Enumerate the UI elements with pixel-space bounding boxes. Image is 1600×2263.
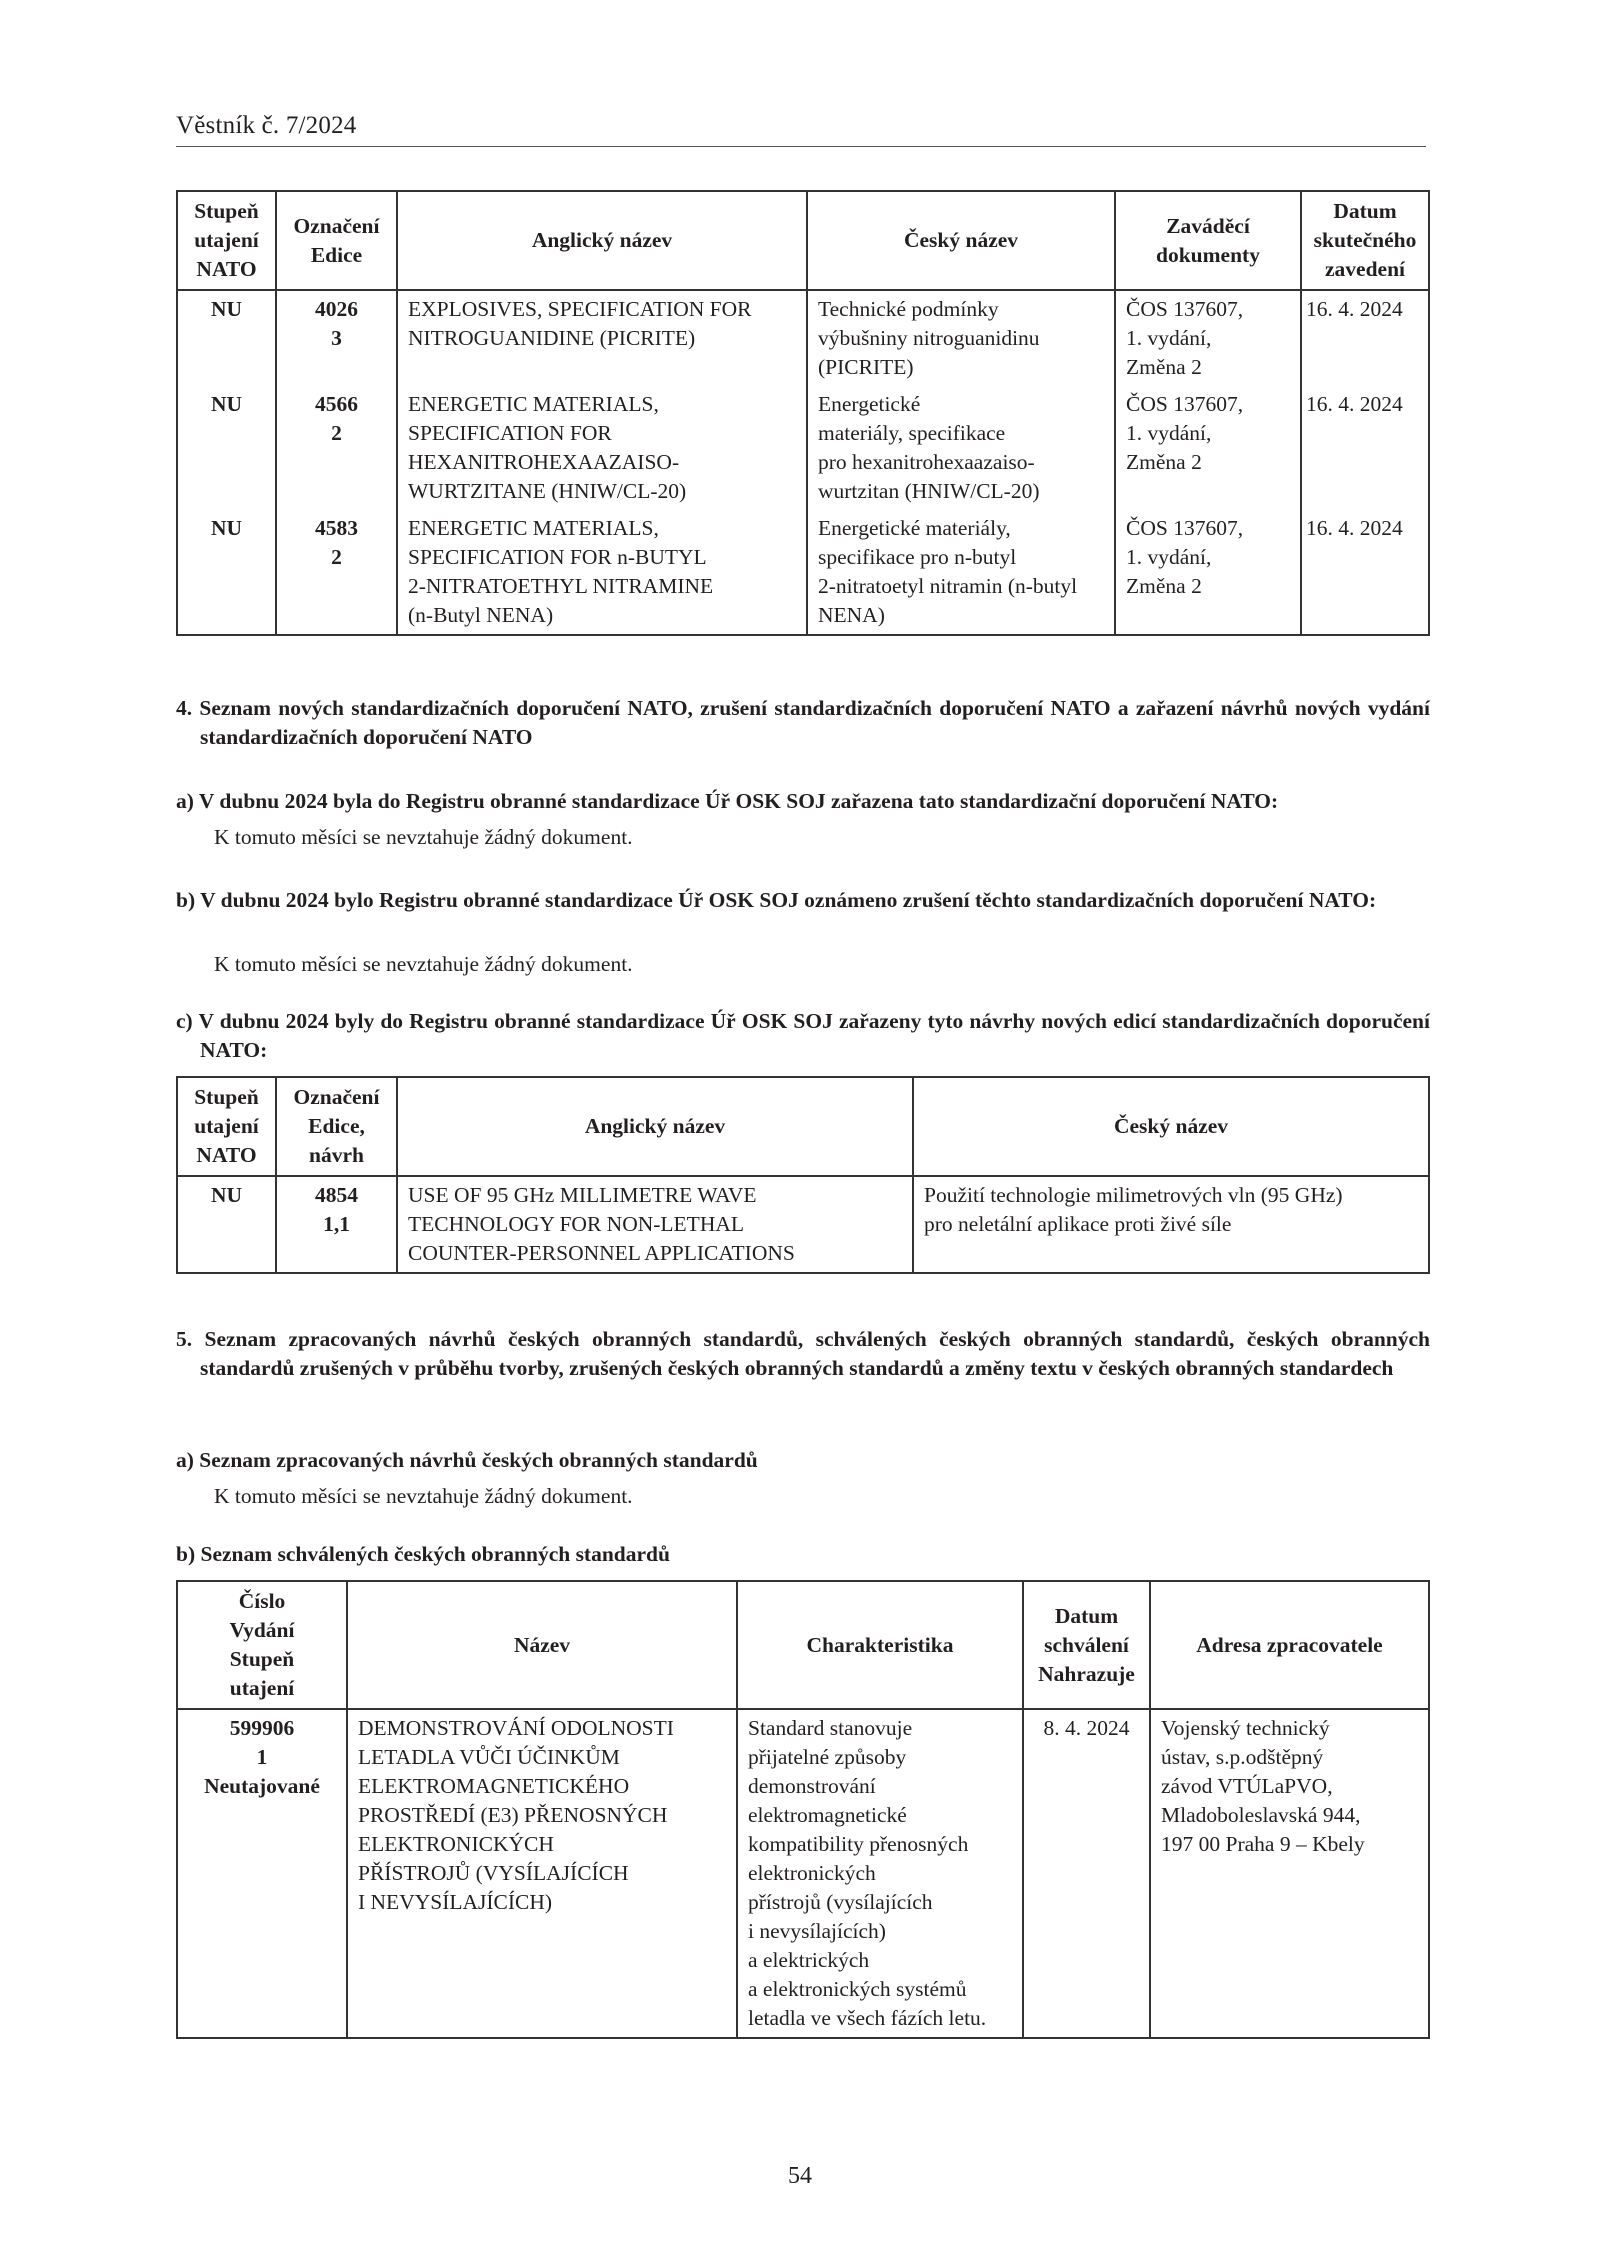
section-5a-note: K tomuto měsíci se nevztahuje žádný dokument. — [214, 1484, 633, 1508]
cell-name: DEMONSTROVÁNÍ ODOLNOSTI LETADLA VŮČI ÚČINKŮM ELEKTROMAGNETICKÉHO PROSTŘEDÍ (E3) PŘENOSNÝCH ELEKTRONICKÝCH PŘÍSTROJŮ (VYSÍLAJÍCÍCH I NEVYSÍLAJÍCÍCH) — [347, 1709, 737, 2038]
table-header-row — [177, 1581, 1429, 1709]
col-header-czech: Český název — [807, 191, 1115, 290]
col-header-date: Datum schválení Nahrazuje — [1023, 1581, 1150, 1709]
section-5-heading: 5. Seznam zpracovaných návrhů českých obranných standardů, schválených českých obranných standardů, českých obranných standardů zrušených v průběhu tvorby, zrušených českých obranných standardů a změny textu v českých obranných standardech — [176, 1327, 1430, 1380]
cell-english: ENERGETIC MATERIALS, SPECIFICATION FOR n-BUTYL 2-NITRATOETHYL NITRAMINE (n-Butyl NENA) — [397, 510, 807, 635]
section-5a-heading: a) Seznam zpracovaných návrhů českých obranných standardů — [176, 1448, 758, 1472]
col-header-docs: Zaváděcí dokumenty — [1115, 191, 1301, 290]
cell-address: Vojenský technický ústav, s.p.odštěpný závod VTÚLaPVO, Mladoboleslavská 944, 197 00 Praha 9 – Kbely — [1150, 1709, 1429, 2038]
cell-code: 4583 2 — [276, 510, 397, 635]
page-number: 54 — [788, 2163, 812, 2189]
col-header-czech: Český název — [913, 1077, 1429, 1176]
col-header-name: Název — [347, 1581, 737, 1709]
col-header-english: Anglický název — [397, 191, 807, 290]
col-header-level: Stupeň utajení NATO — [177, 191, 276, 290]
cell-level: NU — [177, 1176, 276, 1273]
cell-date: 16. 4. 2024 — [1301, 290, 1429, 386]
cell-czech: Použití technologie milimetrových vln (95 GHz) pro neletální aplikace proti živé síle — [913, 1176, 1429, 1273]
cell-code: 4566 2 — [276, 386, 397, 510]
cell-english: EXPLOSIVES, SPECIFICATION FOR NITROGUANIDINE (PICRITE) — [397, 290, 807, 386]
table-row — [177, 510, 1429, 635]
standards-table-1 — [176, 190, 1430, 636]
section-4a-heading: a) V dubnu 2024 byla do Registru obranné standardizace Úř OSK SOJ zařazena tato standardizační doporučení NATO: — [176, 789, 1279, 813]
col-header-english: Anglický název — [397, 1077, 913, 1176]
col-header-code: Označení Edice, návrh — [276, 1077, 397, 1176]
cell-czech: Technické podmínky výbušniny nitroguanidinu (PICRITE) — [807, 290, 1115, 386]
table-row — [177, 1176, 1429, 1273]
section-4-heading: 4. Seznam nových standardizačních doporučení NATO, zrušení standardizačních doporučení NATO a zařazení návrhů nových vydání standardizačních doporučení NATO — [176, 696, 1430, 749]
cell-date: 8. 4. 2024 — [1023, 1709, 1150, 2038]
col-header-address: Adresa zpracovatele — [1150, 1581, 1429, 1709]
section-4b-note: K tomuto měsíci se nevztahuje žádný dokument. — [214, 952, 633, 976]
section-5b-heading: b) Seznam schválených českých obranných standardů — [176, 1542, 670, 1566]
czech-standards-table — [176, 1580, 1430, 2039]
cell-czech: Energetické materiály, specifikace pro n-butyl 2-nitratoetyl nitramin (n-butyl NENA) — [807, 510, 1115, 635]
col-header-code: Označení Edice — [276, 191, 397, 290]
cell-docs: ČOS 137607, 1. vydání, Změna 2 — [1115, 290, 1301, 386]
section-4a-note: K tomuto měsíci se nevztahuje žádný dokument. — [214, 825, 633, 849]
cell-number: 599906 1 Neutajované — [177, 1709, 347, 2038]
table-row — [177, 386, 1429, 510]
col-header-date: Datum skutečného zavedení — [1301, 191, 1429, 290]
table-header-row — [177, 1077, 1429, 1176]
nato-drafts-table — [176, 1076, 1430, 1274]
table-header-row — [177, 191, 1429, 290]
cell-date: 16. 4. 2024 — [1301, 386, 1429, 510]
cell-docs: ČOS 137607, 1. vydání, Změna 2 — [1115, 386, 1301, 510]
cell-level: NU — [177, 510, 276, 635]
cell-docs: ČOS 137607, 1. vydání, Změna 2 — [1115, 510, 1301, 635]
cell-level: NU — [177, 290, 276, 386]
col-header-characteristics: Charakteristika — [737, 1581, 1023, 1709]
cell-english: USE OF 95 GHz MILLIMETRE WAVE TECHNOLOGY FOR NON-LETHAL COUNTER-PERSONNEL APPLICATIONS — [397, 1176, 913, 1273]
section-4c-heading: c) V dubnu 2024 byly do Registru obranné standardizace Úř OSK SOJ zařazeny tyto návrhy nových edicí standardizačních doporučení NATO: — [176, 1009, 1430, 1062]
cell-czech: Energetické materiály, specifikace pro hexanitrohexaazaiso- wurtzitan (HNIW/CL-20) — [807, 386, 1115, 510]
col-header-number: Číslo Vydání Stupeň utajení — [177, 1581, 347, 1709]
table-row — [177, 1709, 1429, 2038]
running-header: Věstník č. 7/2024 — [176, 112, 1426, 147]
table-row — [177, 290, 1429, 386]
cell-level: NU — [177, 386, 276, 510]
cell-code: 4026 3 — [276, 290, 397, 386]
cell-code: 4854 1,1 — [276, 1176, 397, 1273]
cell-english: ENERGETIC MATERIALS, SPECIFICATION FOR HEXANITROHEXAAZAISO- WURTZITANE (HNIW/CL-20) — [397, 386, 807, 510]
cell-date: 16. 4. 2024 — [1301, 510, 1429, 635]
cell-characteristics: Standard stanovuje přijatelné způsoby demonstrování elektromagnetické kompatibility přenosných elektronických přístrojů (vysílajících i nevysílajících) a elektrických a elektronických systémů letadla ve všech fázích letu. — [737, 1709, 1023, 2038]
section-4b-heading: b) V dubnu 2024 bylo Registru obranné standardizace Úř OSK SOJ oznámeno zrušení těchto standardizačních doporučení NATO: — [176, 888, 1377, 912]
col-header-level: Stupeň utajení NATO — [177, 1077, 276, 1176]
